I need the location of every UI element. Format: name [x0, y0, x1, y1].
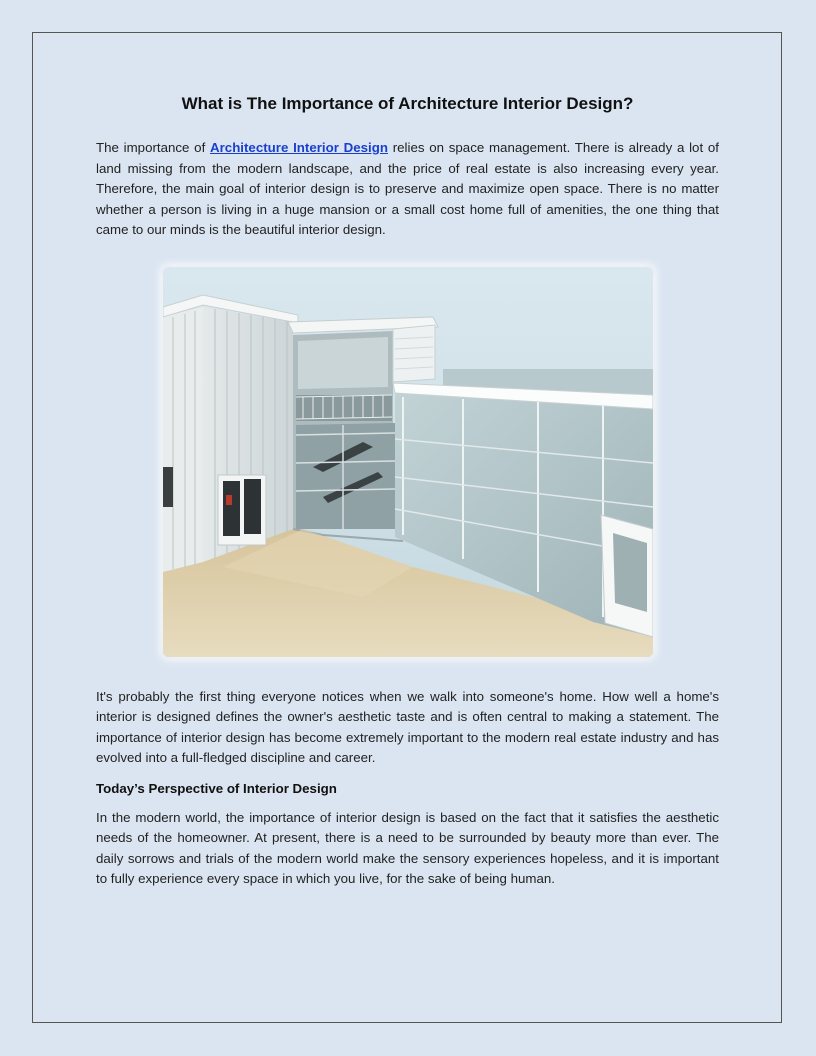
building-illustration — [163, 267, 653, 657]
paragraph-modern-world: In the modern world, the importance of interior design is based on the fact that it satisfies the aesthetic needs of the homeowner. At present, there is a need to be surrounded by beauty more than ever. The daily sorrows and trials of the modern world make the sensory experiences hopeless, and it is important to fully experience every space in which you live, for the sake of being human. — [96, 809, 719, 886]
paragraph-first-impression: It's probably the first thing everyone notices when we walk into someone's home. How well a home's interior is designed defines the owner's aesthetic taste and is often central to making a statement. The importance of interior design has become extremely important to the modern real estate industry and has evolved into a full-fledged discipline and career. — [96, 688, 719, 765]
intro-paragraph — [96, 138, 719, 241]
document-content — [96, 94, 719, 890]
architecture-interior-design-link[interactable]: Architecture Interior Design — [210, 140, 388, 155]
building-rendering-image — [163, 267, 653, 657]
page-title: What is The Importance of Architecture Interior Design? — [181, 94, 634, 113]
section-heading-todays-perspective: Today’s Perspective of Interior Design — [96, 780, 337, 796]
intro-text-before: The importance of — [96, 140, 211, 155]
intro-text-after: relies on space management. There is already a lot of land missing from the modern landscape, and the price of real estate is also increasing every year. Therefore, the main goal of interior design is to preserve and maximize open space. There is no matter whether a person is living in a huge mansion or a small cost home full of amenities, the one thing that came to our minds is the beautiful interior design. — [96, 140, 719, 237]
